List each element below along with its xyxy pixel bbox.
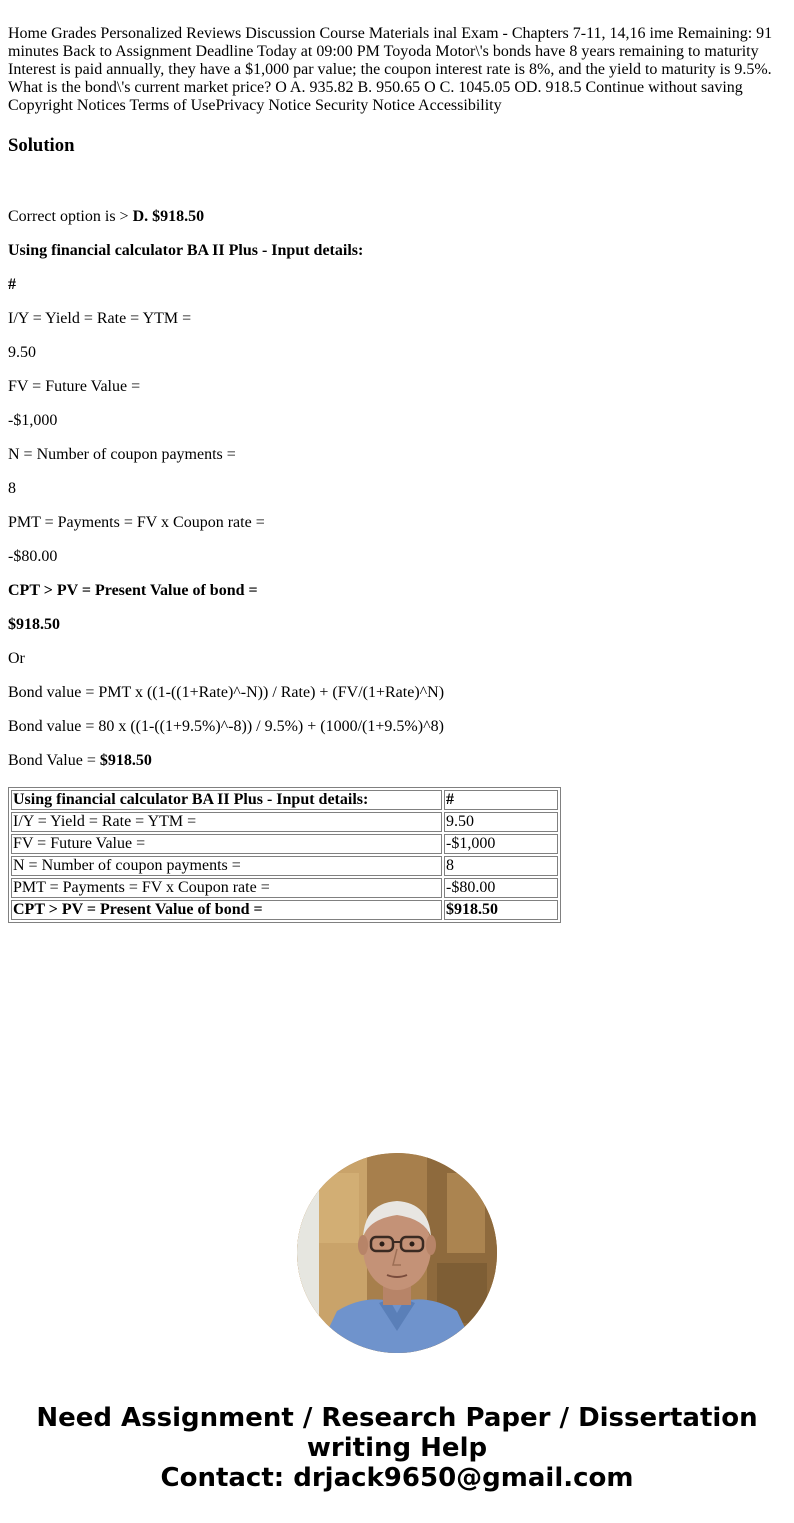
bond-value-prefix: Bond Value = <box>8 752 100 769</box>
iy-label: I/Y = Yield = Rate = YTM = <box>8 310 192 327</box>
table-cell-value: # <box>444 790 558 810</box>
n-value: 8 <box>8 480 16 497</box>
bond-formula-filled: Bond value = 80 x ((1-((1+9.5%)^-8)) / 9.5%) + (1000/(1+9.5%)^8) <box>8 718 444 735</box>
bond-formula: Bond value = PMT x ((1-((1+Rate)^-N)) / Rate) + (FV/(1+Rate)^N) <box>8 684 445 701</box>
solution-title: Solution <box>8 135 75 156</box>
table-row <box>11 878 558 898</box>
promo-line-2: writing Help <box>306 1433 488 1463</box>
table-row <box>11 834 558 854</box>
table-cell-label: PMT = Payments = FV x Coupon rate = <box>11 878 442 898</box>
table-row <box>11 900 558 920</box>
author-portrait-icon <box>297 1153 497 1353</box>
table-cell-label: N = Number of coupon payments = <box>11 856 442 876</box>
table-cell-label: I/Y = Yield = Rate = YTM = <box>11 812 442 832</box>
n-label: N = Number of coupon payments = <box>8 446 236 463</box>
promo-contact: Contact: drjack9650@gmail.com <box>160 1463 634 1493</box>
question-text: Home Grades Personalized Reviews Discussion Course Materials inal Exam - Chapters 7-11, 14,16 ime Remaining: 91 minutes Back to Assignment Deadline Today at 09:00 PM Toyoda Motor\'s bonds have 8 years remaining to maturity Interest is paid annually, they have a $1,000 par value; the coupon interest rate is 8%, and the yield to maturity is 9.5%. What is the bond\'s current market price? O A. 935.82 B. 950.65 O C. 1045.05 OD. 918.5 Continue without saving Copyright Notices Terms of UsePrivacy Notice Security Notice Accessibility <box>8 25 773 114</box>
fv-label: FV = Future Value = <box>8 378 141 395</box>
correct-option <box>8 208 204 226</box>
calc-hash: # <box>8 276 16 293</box>
iy-value: 9.50 <box>8 344 36 361</box>
calculator-table <box>8 787 561 923</box>
bond-value-line <box>8 752 152 770</box>
calc-heading: Using financial calculator BA II Plus - Input details: <box>8 242 364 259</box>
table-cell-value: 8 <box>444 856 558 876</box>
author-avatar <box>297 1153 497 1353</box>
table-cell-value: $918.50 <box>444 900 558 920</box>
table-row <box>11 856 558 876</box>
table-cell-value: -$1,000 <box>444 834 558 854</box>
pmt-label: PMT = Payments = FV x Coupon rate = <box>8 514 265 531</box>
bond-value: $918.50 <box>99 752 152 769</box>
table-row <box>11 790 558 810</box>
table-cell-value: -$80.00 <box>444 878 558 898</box>
cpt-label: CPT > PV = Present Value of bond = <box>8 582 258 599</box>
or-text: Or <box>8 650 25 667</box>
table-cell-label: Using financial calculator BA II Plus - Input details: <box>11 790 442 810</box>
correct-option-prefix: Correct option is > <box>8 208 133 225</box>
table-cell-label: CPT > PV = Present Value of bond = <box>11 900 442 920</box>
cpt-value: $918.50 <box>8 616 60 633</box>
table-cell-value: 9.50 <box>444 812 558 832</box>
fv-value: -$1,000 <box>8 412 58 429</box>
correct-answer: D. $918.50 <box>132 208 205 225</box>
pmt-value: -$80.00 <box>8 548 58 565</box>
table-row <box>11 812 558 832</box>
promo-line-1: Need Assignment / Research Paper / Dissertation <box>36 1403 758 1433</box>
table-cell-label: FV = Future Value = <box>11 834 442 854</box>
promo-banner <box>0 1403 794 1493</box>
